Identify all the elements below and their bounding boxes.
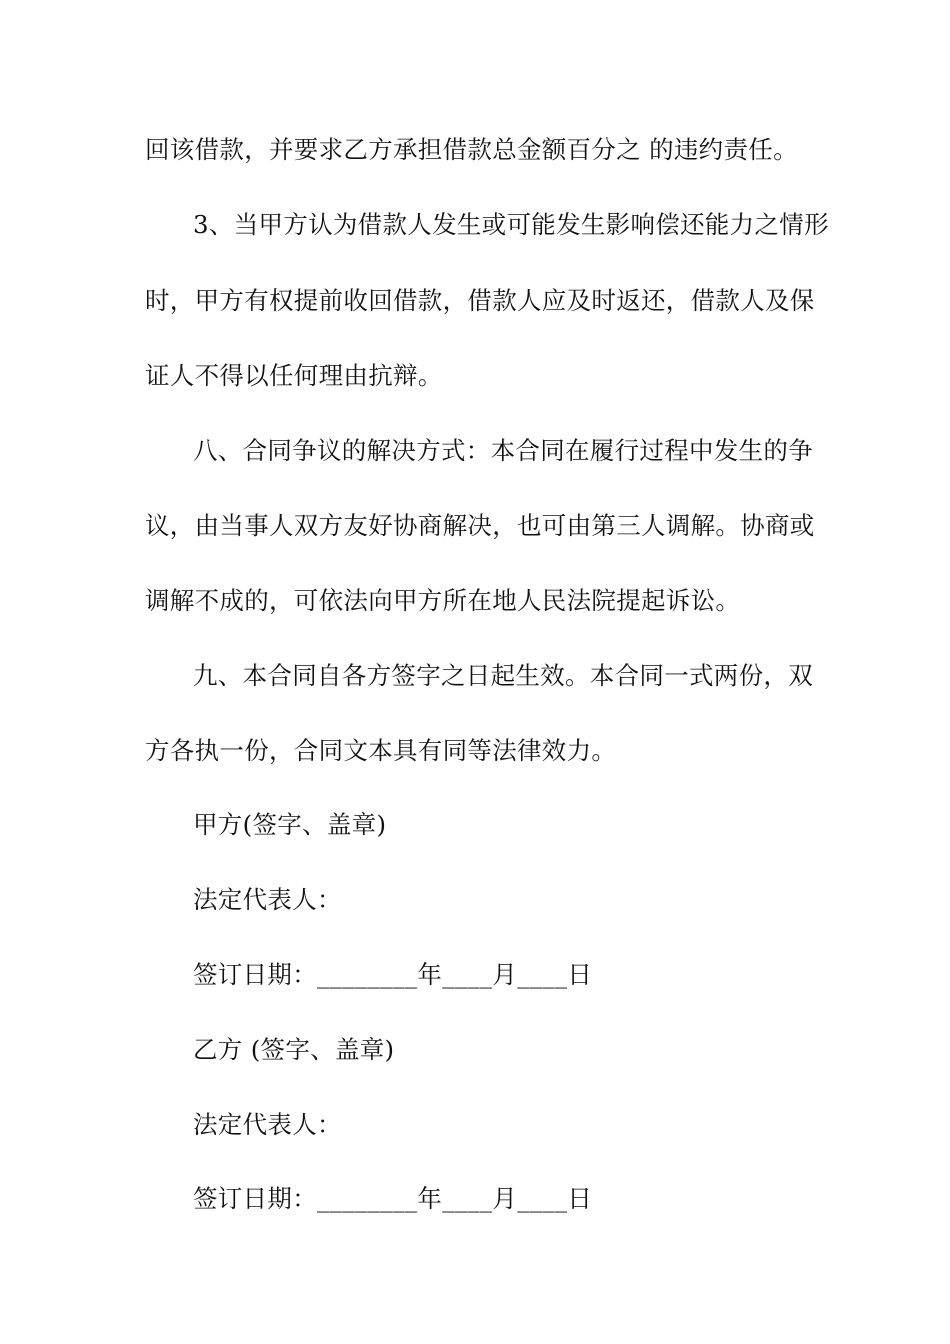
text-line-3: 时，甲方有权提前收回借款，借款人应及时返还，借款人及保	[145, 286, 815, 315]
text-line-4: 证人不得以任何理由抗辩。	[145, 361, 443, 390]
party-a-signing-date: 签订日期：________年____月____日	[193, 960, 593, 989]
text-line-8: 九、本合同自各方签字之日起生效。本合同一式两份，双	[193, 661, 813, 690]
text-line-9: 方各执一份，合同文本具有同等法律效力。	[145, 736, 617, 765]
party-a-representative-label: 法定代表人：	[193, 885, 342, 914]
text-line-2: 3、当甲方认为借款人发生或可能发生影响偿还能力之情形	[193, 210, 829, 239]
party-b-representative-label: 法定代表人：	[193, 1110, 342, 1139]
party-a-signature-label: 甲方(签字、盖章)	[193, 810, 387, 839]
text-line-6: 议，由当事人双方友好协商解决，也可由第三人调解。协商或	[145, 511, 815, 540]
text-line-1: 回该借款，并要求乙方承担借款总金额百分之 的违约责任。	[145, 135, 798, 164]
party-b-signature-label: 乙方 (签字、盖章)	[193, 1035, 395, 1064]
party-b-signing-date: 签订日期：________年____月____日	[193, 1184, 593, 1213]
text-line-5: 八、合同争议的解决方式：本合同在履行过程中发生的争	[193, 436, 813, 465]
text-line-7: 调解不成的，可依法向甲方所在地人民法院提起诉讼。	[145, 586, 741, 615]
